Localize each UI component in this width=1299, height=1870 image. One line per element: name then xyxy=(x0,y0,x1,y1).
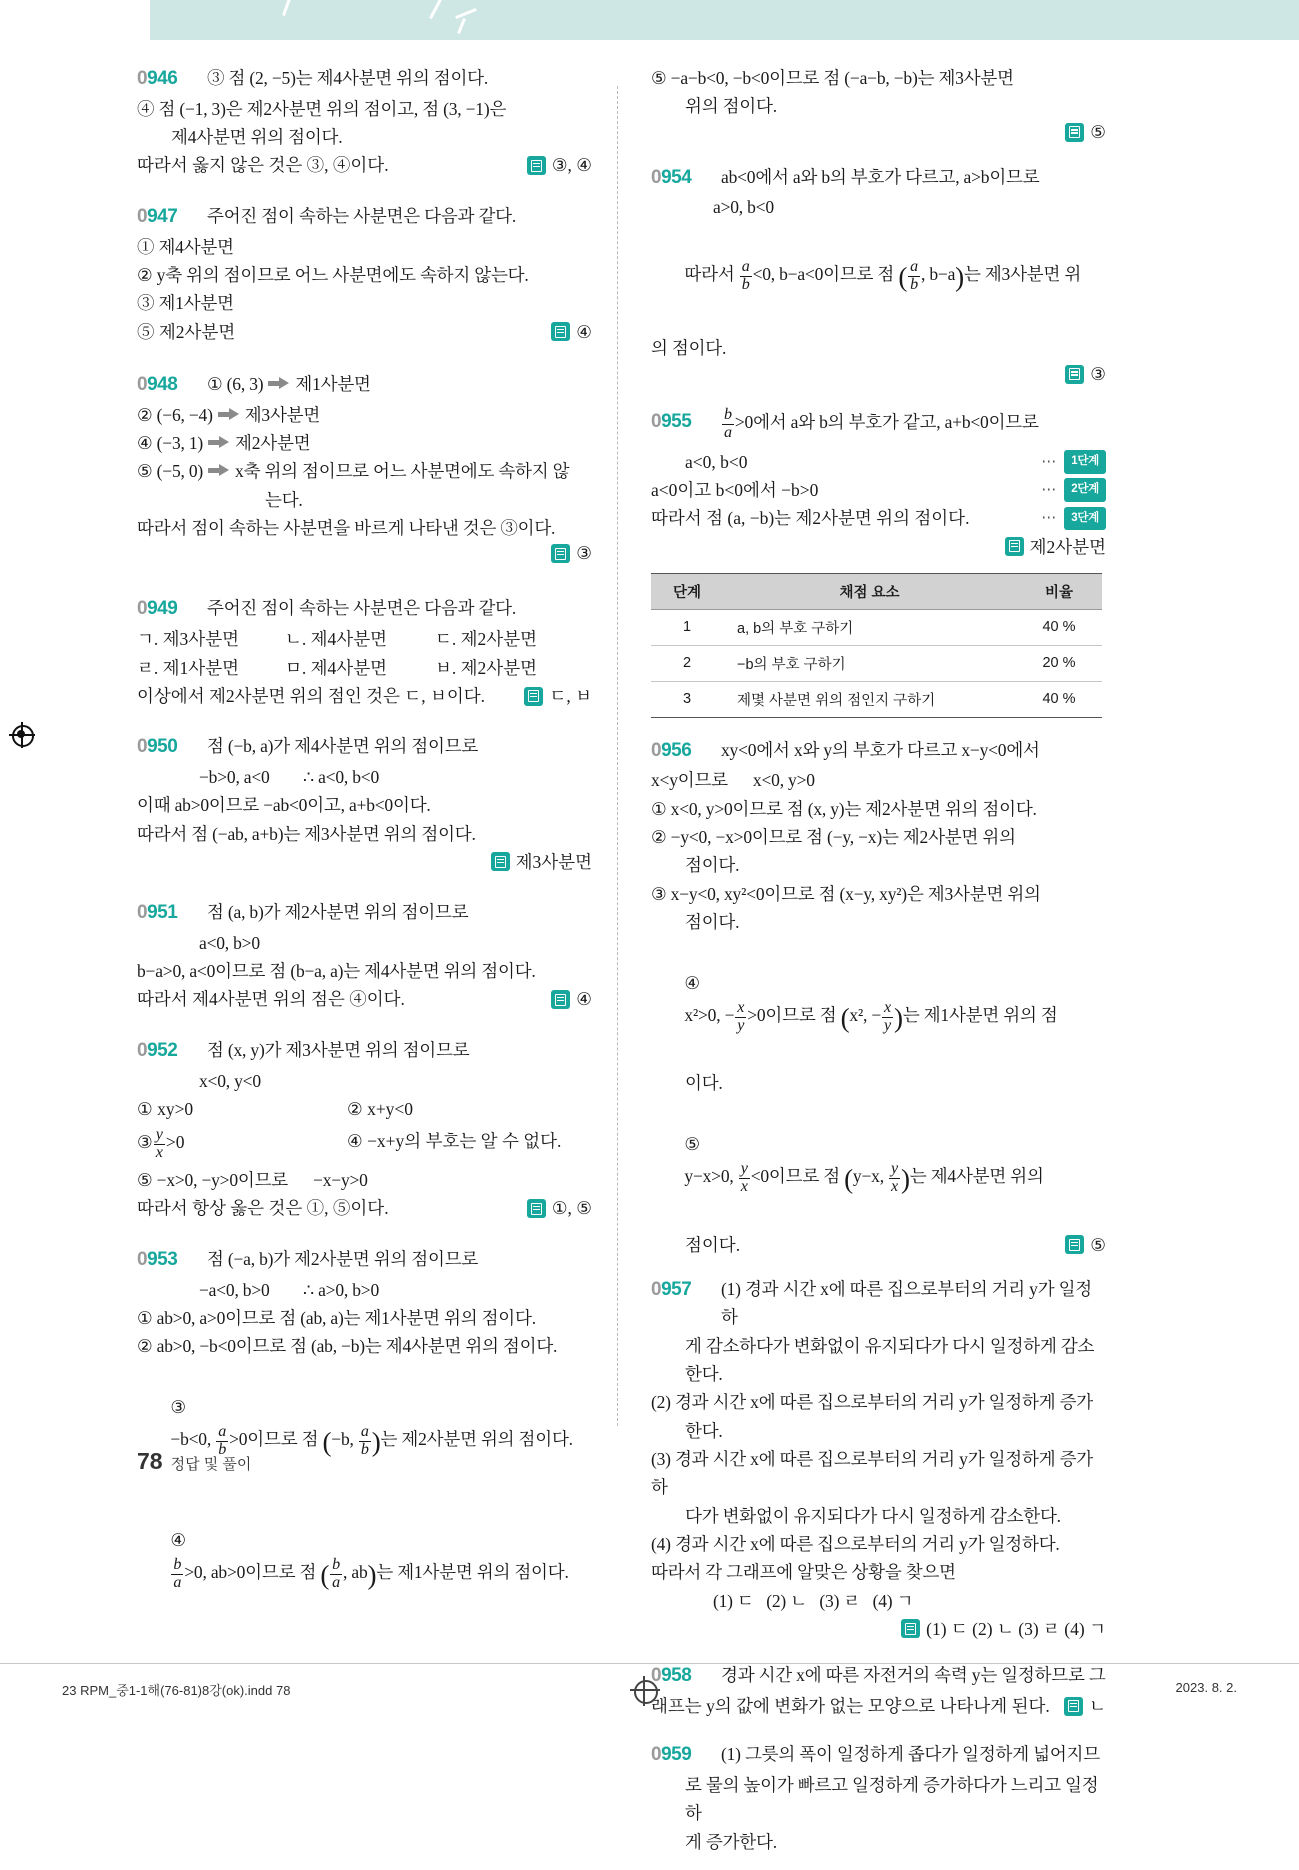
solution-0956 xyxy=(651,736,1106,1259)
solution-text: ⑤ −a−b<0, −b<0이므로 점 (−a−b, −b)는 제3사분면 xyxy=(651,68,1014,88)
solution-text: (1) 그릇의 폭이 일정하게 좁다가 일정하게 넓어지므 xyxy=(721,1744,1100,1765)
answer-row xyxy=(137,543,592,564)
solution-0951 xyxy=(137,898,592,1014)
solution-text: 제4사분면 위의 점이다. xyxy=(171,127,343,148)
fraction: $\frac{x}{y}$ xyxy=(884,999,891,1034)
solution-text: a<0, b>0 xyxy=(199,932,260,953)
print-filename: 23 RPM_중1-1해(76-81)8강(ok).indd 78 xyxy=(62,1683,291,1698)
choice-item-fraction: ④ $\frac{b}{a}$ >0, ab>0이므로 점 ( $\frac{b}{a}$ , ab)는 제1사분면 위의 점이다. xyxy=(170,1529,569,1592)
solution-text: −a<0, b>0 ∴ a>0, b>0 xyxy=(199,1279,379,1300)
answer-badge-icon xyxy=(527,156,546,175)
solution-text: 따라서 점이 속하는 사분면을 바르게 나타낸 것은 ③이다. xyxy=(137,518,556,539)
fraction: $\frac{y}{x}$ xyxy=(891,1160,898,1196)
solution-text: x<y이므로 x<0, y>0 xyxy=(651,770,815,791)
page-footer-label xyxy=(137,1448,251,1475)
right-arrow-icon xyxy=(218,408,240,420)
choice-row xyxy=(137,625,592,653)
column-header-step: 단계 xyxy=(651,573,723,609)
answer-value: ㄷ, ㅂ xyxy=(549,685,592,706)
solution-0953-continued xyxy=(651,64,1106,143)
choice-item: ㄴ. 제4사분면 xyxy=(285,629,388,650)
answer-value: 제2사분면 xyxy=(1029,536,1106,557)
right-arrow-icon xyxy=(208,464,230,476)
choice-row xyxy=(137,654,592,682)
solution-0950 xyxy=(137,732,592,874)
solution-text: 주어진 점이 속하는 사분면은 다음과 같다. xyxy=(207,205,517,226)
fraction: $\frac{b}{a}$ xyxy=(173,1556,182,1592)
question-number-0958: 0958 xyxy=(651,1665,692,1687)
left-column xyxy=(137,64,592,1640)
solution-0959 xyxy=(651,1740,1106,1856)
solution-text: a<0이고 b<0에서 −b>0 xyxy=(651,479,819,500)
solution-text: 경과 시간 x에 따른 자전거의 속력 y는 일정하므로 그 xyxy=(721,1665,1106,1686)
cell-ratio: 20 % xyxy=(1016,645,1102,681)
step-badge-1: 1단계 xyxy=(1064,450,1106,474)
step-badge-2: 2단계 xyxy=(1064,478,1106,502)
arrow-line: ④ (−3, 1) 제2사분면 xyxy=(137,433,311,454)
solution-text: 주어진 점이 속하는 사분면은 다음과 같다. xyxy=(207,598,517,619)
fraction: $\frac{a}{b}$ xyxy=(218,1423,227,1459)
answer-badge-icon xyxy=(491,852,510,871)
solution-text: 점 (−b, a)가 제4사분면 위의 점이므로 xyxy=(207,736,479,757)
solution-text: 의 점이다. xyxy=(651,338,727,359)
solution-text: (1) ㄷ (2) ㄴ (3) ㄹ (4) ㄱ xyxy=(713,1590,914,1611)
cell-ratio: 40 % xyxy=(1016,609,1102,645)
answer-value: ㄴ xyxy=(1089,1695,1106,1716)
cell-criteria: −b의 부호 구하기 xyxy=(723,645,1016,681)
solution-text: ③ 점 (2, −5)는 제4사분면 위의 점이다. xyxy=(207,68,489,88)
leader-dots: ⋯ xyxy=(1041,510,1059,527)
solution-text: b−a>0, a<0이므로 점 (b−a, a)는 제4사분면 위의 점이다. xyxy=(137,961,536,982)
choice-item: ⑤ −x>0, −y>0이므로 −x−y>0 xyxy=(137,1170,368,1191)
choice-item: ㅁ. 제4사분면 xyxy=(285,657,388,678)
solution-text: 로 물의 높이가 빠르고 일정하게 증가하다가 느리고 일정하 xyxy=(685,1775,1099,1824)
choice-item: ㄱ. 제3사분면 xyxy=(137,629,240,650)
question-number-0946: 0946 xyxy=(137,68,178,89)
solution-0955 xyxy=(651,407,1106,718)
question-number-0950: 0950 xyxy=(137,736,178,758)
top-decorative-band xyxy=(150,0,1299,40)
solution-0957 xyxy=(651,1275,1106,1641)
fraction: $\frac{y}{x}$ xyxy=(155,1126,163,1162)
choice-item: ㅂ. 제2사분면 xyxy=(435,657,538,678)
choice-item: ① xy>0 xyxy=(137,1098,194,1119)
arrow-line: ① (6, 3) 제1사분면 xyxy=(207,373,371,394)
solution-0947 xyxy=(137,202,592,346)
solution-text: (2) 경과 시간 x에 따른 집으로부터의 거리 y가 일정하게 증가 xyxy=(651,1392,1093,1413)
leader-dots: ⋯ xyxy=(1041,453,1059,470)
page-section-label: 정답 및 풀이 xyxy=(170,1456,252,1473)
question-number-0951: 0951 xyxy=(137,902,178,924)
cell-step: 3 xyxy=(651,681,723,717)
solution-text: 이다. xyxy=(685,1073,723,1094)
question-number-0953: 0953 xyxy=(137,1248,178,1270)
choice-item-fraction: ③ $\frac{y}{x}$ >0 xyxy=(137,1126,185,1162)
solution-text: ② −y<0, −x>0이므로 점 (−y, −x)는 제2사분면 위의 xyxy=(651,827,1016,848)
solution-text: 다가 변화없이 유지되다가 다시 일정하게 감소한다. xyxy=(685,1505,1061,1526)
fraction: $\frac{a}{b}$ xyxy=(910,258,918,294)
solution-text: xy<0에서 x와 y의 부호가 다르고 x−y<0에서 xyxy=(721,739,1040,760)
answer-badge-icon xyxy=(551,322,570,341)
fraction: $\frac{b}{a}$ xyxy=(332,1556,341,1592)
answer-badge-icon xyxy=(901,1619,920,1638)
fraction: $\frac{x}{y}$ xyxy=(737,999,745,1034)
solution-text: ① ab>0, a>0이므로 점 (ab, a)는 제1사분면 위의 점이다. xyxy=(137,1307,536,1328)
question-number-0949: 0949 xyxy=(137,598,178,620)
solution-text: 따라서 점 (a, −b)는 제2사분면 위의 점이다. xyxy=(651,508,970,529)
fraction: $\frac{a}{b}$ xyxy=(741,258,750,294)
answer-value: ④ xyxy=(576,321,592,342)
solution-text: ③ 제1사분면 xyxy=(137,293,234,314)
answer-badge-icon xyxy=(524,687,543,706)
answer-value: ⑤ xyxy=(1090,1234,1106,1255)
answer-row xyxy=(651,1231,1106,1259)
answer-badge-icon xyxy=(1005,537,1024,556)
fraction: $\frac{y}{x}$ xyxy=(740,1160,748,1196)
question-number-0955: 0955 xyxy=(651,410,692,432)
choice-row xyxy=(137,1127,592,1162)
answer-badge-icon xyxy=(551,990,570,1009)
solution-text: 따라서 점 (−ab, a+b)는 제3사분면 위의 점이다. xyxy=(137,823,476,844)
choice-item-fraction: ④ x²>0, − $\frac{x}{y}$ >0이므로 점 (x², − $\frac{x}{y}$ )는 제1사분면 위의 점 xyxy=(684,972,1058,1034)
tick-arrow xyxy=(457,18,466,34)
step-badge-3: 3단계 xyxy=(1064,507,1106,531)
answer-value: 제3사분면 xyxy=(515,852,592,873)
solution-text: a>0, b<0 xyxy=(713,197,774,218)
choice-item-fraction: ⑤ y−x>0, $\frac{y}{x}$ <0이므로 점 (y−x, $\frac{y}{x}$ )는 제4사분면 위의 xyxy=(684,1134,1044,1196)
answer-row xyxy=(137,682,592,710)
table-row xyxy=(651,681,1102,717)
step-row xyxy=(651,448,1106,476)
solution-0946 xyxy=(137,64,592,180)
question-number-0952: 0952 xyxy=(137,1039,178,1061)
fraction: $\frac{b}{a}$ xyxy=(724,405,732,441)
solution-text: a<0, b<0 xyxy=(685,451,748,472)
table-row xyxy=(651,609,1102,645)
rubric-table xyxy=(651,573,1102,718)
cell-criteria: 제몇 사분면 위의 점인지 구하기 xyxy=(723,681,1016,717)
choice-item: ㄹ. 제1사분면 xyxy=(137,657,240,678)
answer-row xyxy=(137,849,592,874)
page-number: 78 xyxy=(137,1448,163,1474)
solution-text: ① 제4사분면 xyxy=(137,236,234,257)
right-arrow-icon xyxy=(208,436,230,448)
solution-text-fraction: 따라서 $\frac{a}{b}$ <0, b−a<0이므로 점 ( $\frac{a}{b}$ , b−a)는 제3사분면 위 xyxy=(684,258,1082,294)
footer-divider xyxy=(0,1663,1299,1664)
solution-text: 따라서 옳지 않은 것은 ③, ④이다. xyxy=(137,155,389,176)
arrow-line: ⑤ (−5, 0) x축 위의 점이므로 어느 사분면에도 속하지 않 xyxy=(137,461,570,482)
right-column xyxy=(651,64,1106,1870)
answer-badge-icon xyxy=(1065,365,1084,384)
choice-row xyxy=(137,1095,592,1123)
solution-text: (1) 경과 시간 x에 따른 집으로부터의 거리 y가 일정하 xyxy=(721,1279,1092,1328)
solution-text: 따라서 제4사분면 위의 점은 ④이다. xyxy=(137,989,405,1010)
question-number-0956: 0956 xyxy=(651,739,692,761)
print-date: 2023. 8. 2. xyxy=(1175,1680,1237,1695)
answer-value: ③ xyxy=(1090,363,1106,384)
choice-item: ② x+y<0 xyxy=(347,1098,414,1119)
question-number-0957: 0957 xyxy=(651,1279,692,1301)
solution-text: (3) 경과 시간 x에 따른 집으로부터의 거리 y가 일정하게 증가하 xyxy=(651,1449,1093,1498)
question-number-0959: 0959 xyxy=(651,1744,692,1766)
answer-value: ⑤ xyxy=(1090,121,1106,142)
solution-text: 점 (−a, b)가 제2사분면 위의 점이므로 xyxy=(207,1248,479,1269)
solution-text: ab<0에서 a와 b의 부호가 다르고, a>b이므로 xyxy=(721,166,1040,187)
choice-item: ㄷ. 제2사분면 xyxy=(435,629,538,650)
tick-left xyxy=(282,0,291,16)
solution-0953 xyxy=(137,1245,592,1627)
print-footer xyxy=(0,1680,1299,1720)
step-row xyxy=(651,504,1106,532)
question-number-0954: 0954 xyxy=(651,166,692,188)
cell-criteria: a, b의 부호 구하기 xyxy=(723,609,1016,645)
solution-text: 위의 점이다. xyxy=(685,96,777,117)
solution-text: 는다. xyxy=(265,489,303,510)
cell-ratio: 40 % xyxy=(1016,681,1102,717)
solution-text: 따라서 각 그래프에 알맞은 상황을 찾으면 xyxy=(651,1562,956,1583)
solution-text: 한다. xyxy=(685,1420,723,1441)
solution-text: 점 (x, y)가 제3사분면 위의 점이므로 xyxy=(207,1039,470,1060)
answer-value: (1) ㄷ (2) ㄴ (3) ㄹ (4) ㄱ xyxy=(926,1619,1106,1640)
solution-text: ② ab>0, −b<0이므로 점 (ab, −b)는 제4사분면 위의 점이다. xyxy=(137,1336,558,1357)
column-header-criteria: 채점 요소 xyxy=(723,573,1016,609)
solution-0952 xyxy=(137,1036,592,1223)
answer-row xyxy=(137,151,592,179)
right-arrow-icon xyxy=(268,377,290,389)
tick-mid xyxy=(429,0,444,19)
answer-value: ③, ④ xyxy=(551,155,592,176)
answer-row xyxy=(651,1616,1106,1641)
cell-step: 1 xyxy=(651,609,723,645)
solution-text: ③ x−y<0, xy²<0이므로 점 (x−y, xy²)은 제3사분면 위의 xyxy=(651,883,1041,904)
solution-text: −b>0, a<0 ∴ a<0, b<0 xyxy=(199,766,379,787)
answer-row xyxy=(137,985,592,1013)
solution-text: 게 감소하다가 변화없이 유지되다가 다시 일정하게 감소한다. xyxy=(685,1335,1095,1385)
solution-text: ⑤ 제2사분면 xyxy=(137,321,236,342)
solution-text: 게 증가한다. xyxy=(685,1831,777,1852)
answer-row xyxy=(651,534,1106,559)
column-header-ratio: 비율 xyxy=(1016,573,1102,609)
answer-badge-icon xyxy=(551,544,570,563)
answer-row xyxy=(651,364,1106,385)
solution-text: ④ 점 (−1, 3)은 제2사분면 위의 점이고, 점 (3, −1)은 xyxy=(137,98,507,119)
cell-step: 2 xyxy=(651,645,723,681)
answer-row xyxy=(651,122,1106,143)
solution-text: 점 (a, b)가 제2사분면 위의 점이므로 xyxy=(207,902,469,923)
table-row xyxy=(651,645,1102,681)
solution-text-fraction: $\frac{b}{a}$ >0에서 a와 b의 부호가 같고, a+b<0이므로 xyxy=(724,405,1039,441)
solution-text: x<0, y<0 xyxy=(199,1070,261,1091)
table-header-row xyxy=(651,573,1102,609)
question-number-0948: 0948 xyxy=(137,373,178,395)
answer-value: ③ xyxy=(576,543,592,564)
answer-row xyxy=(137,318,592,346)
solution-text: ① x<0, y>0이므로 점 (x, y)는 제2사분면 위의 점이다. xyxy=(651,798,1037,819)
solution-0949 xyxy=(137,594,592,710)
step-row xyxy=(651,476,1106,504)
solution-0948 xyxy=(137,370,592,564)
fraction: $\frac{a}{b}$ xyxy=(360,1423,369,1459)
answer-value: ①, ⑤ xyxy=(551,1198,592,1219)
arrow-line: ② (−6, −4) 제3사분면 xyxy=(137,404,321,425)
column-divider xyxy=(617,86,618,1426)
solution-text: ② y축 위의 점이므로 어느 사분면에도 속하지 않는다. xyxy=(137,264,529,285)
tick-right xyxy=(455,8,477,19)
answer-value: ④ xyxy=(576,989,592,1010)
solution-text: (4) 경과 시간 x에 따른 집으로부터의 거리 y가 일정하다. xyxy=(651,1534,1060,1555)
solution-text: 점이다. xyxy=(685,912,740,933)
answer-badge-icon xyxy=(1065,123,1084,142)
answer-badge-icon xyxy=(1065,1235,1084,1254)
solution-text: 래프는 y의 값에 변화가 없는 모양으로 나타나게 된다. xyxy=(651,1695,1050,1716)
choice-item-fraction: ③ −b<0, $\frac{a}{b}$ >0이므로 점 (−b, $\frac{a}{b}$ )는 제2사분면 위의 점이다. xyxy=(170,1396,573,1459)
solution-text: 따라서 항상 옳은 것은 ①, ⑤이다. xyxy=(137,1198,389,1219)
solution-0954 xyxy=(651,163,1106,385)
answer-badge-icon xyxy=(527,1199,546,1218)
solution-text: 이때 ab>0이므로 −ab<0이고, a+b<0이다. xyxy=(137,795,431,816)
question-number-0947: 0947 xyxy=(137,205,178,227)
solution-text: 이상에서 제2사분면 위의 점인 것은 ㄷ, ㅂ이다. xyxy=(137,685,486,706)
answer-row xyxy=(137,1194,592,1222)
solution-text: 점이다. xyxy=(685,1234,741,1255)
solution-text: 점이다. xyxy=(685,855,740,876)
registration-mark-center xyxy=(630,1676,660,1706)
leader-dots: ⋯ xyxy=(1041,481,1059,498)
choice-item: ④ −x+y의 부호는 알 수 없다. xyxy=(347,1131,562,1152)
